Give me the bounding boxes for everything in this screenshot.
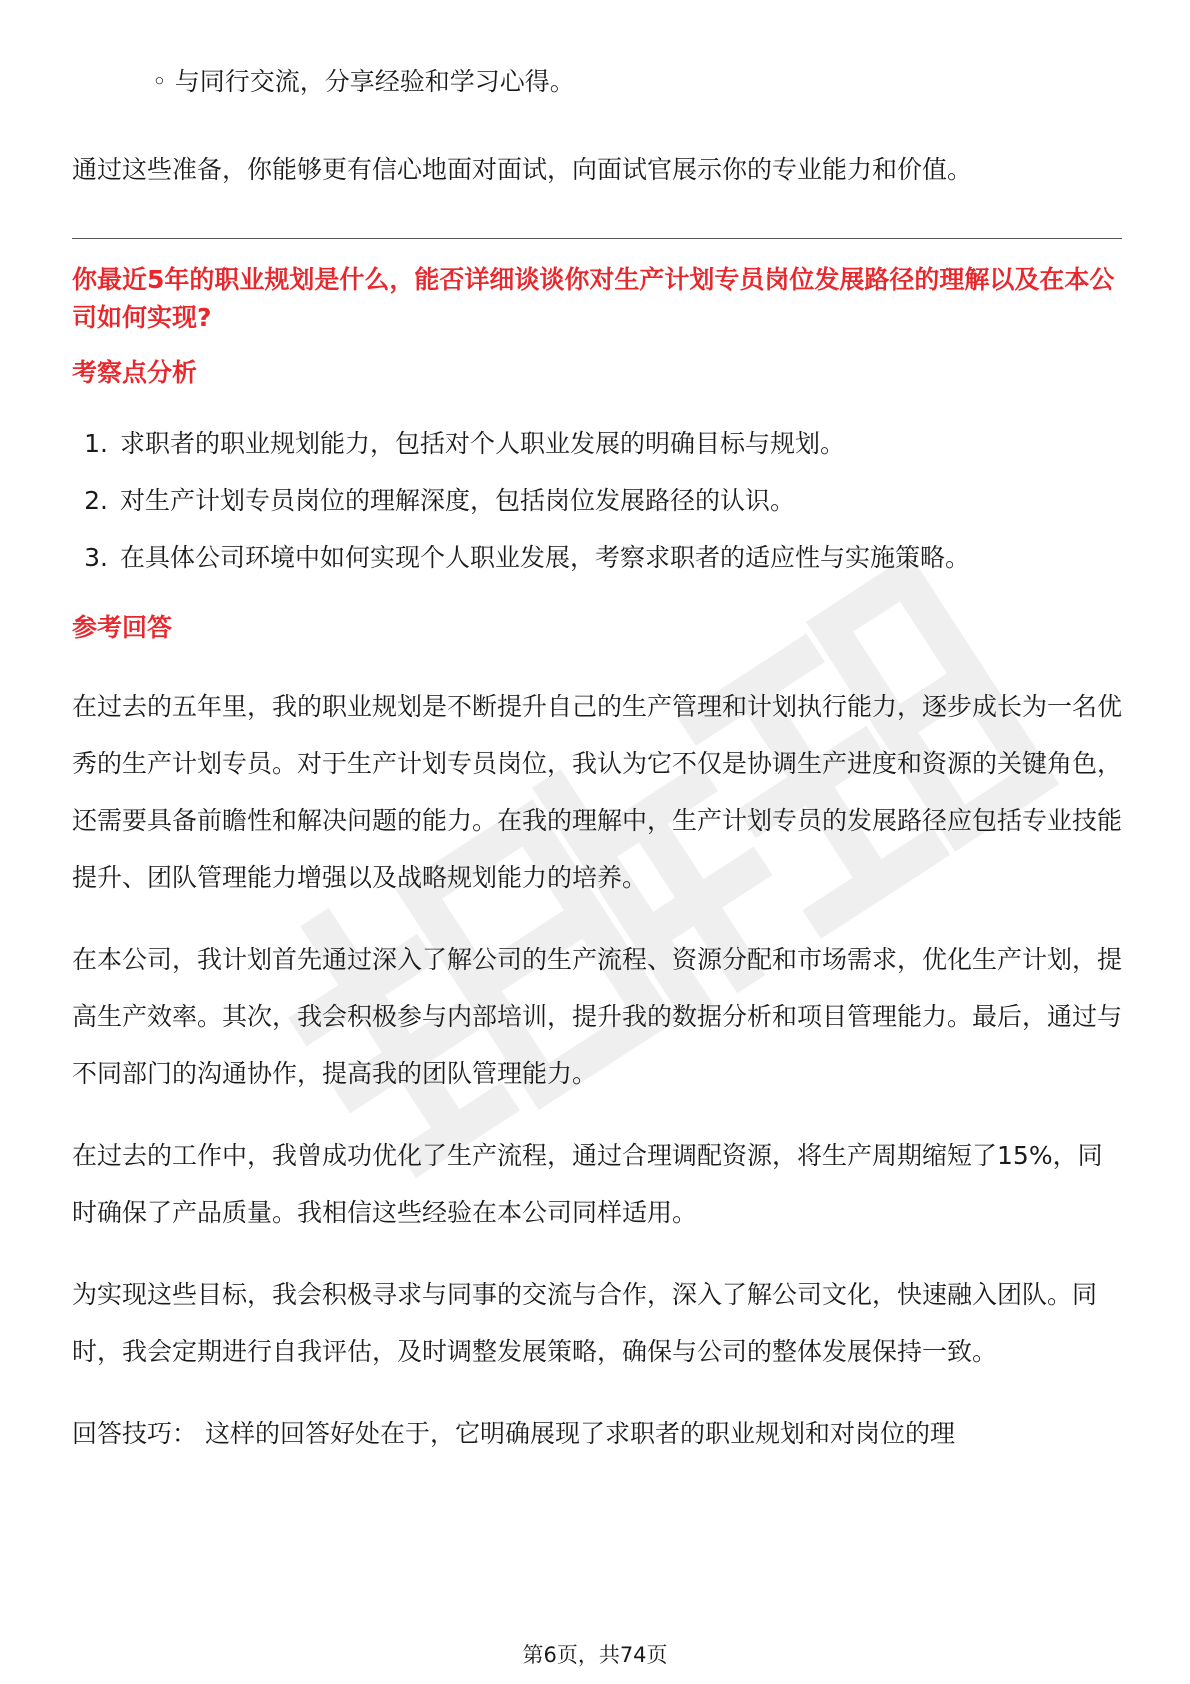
sub-bullet-item: ◦ 与同行交流，分享经验和学习心得。	[152, 67, 575, 96]
answer-paragraph: 在本公司，我计划首先通过深入了解公司的生产流程、资源分配和市场需求，优化生产计划，提高生产效率。其次，我会积极参与内部培训，提升我的数据分析和项目管理能力。最后，通过与不同部门的沟通协作，提高我的团队管理能力。	[72, 945, 1123, 1088]
analysis-item	[72, 529, 1122, 586]
analysis-item-text: 求职者的职业规划能力，包括对个人职业发展的明确目标与规划。	[120, 429, 846, 458]
answer-paragraph: 为实现这些目标，我会积极寻求与同事的交流与合作，深入了解公司文化，快速融入团队。同时，我会定期进行自我评估，及时调整发展策略，确保与公司的整体发展保持一致。	[72, 1280, 1098, 1366]
answer-paragraph: 在过去的工作中，我曾成功优化了生产流程，通过合理调配资源，将生产周期缩短了15%，同时确保了产品质量。我相信这些经验在本公司同样适用。	[72, 1141, 1103, 1227]
list-number: 3.	[84, 543, 108, 572]
question-title: 你最近5年的职业规划是什么，能否详细谈谈你对生产计划专员岗位发展路径的理解以及在本公司如何实现?	[72, 265, 1115, 332]
list-number: 2.	[84, 486, 108, 515]
analysis-list	[72, 415, 1122, 586]
page-content	[72, 56, 1122, 1462]
analysis-item-text: 在具体公司环境中如何实现个人职业发展，考察求职者的适应性与实施策略。	[120, 543, 971, 572]
analysis-item	[72, 472, 1122, 529]
section-divider	[72, 238, 1122, 239]
analysis-item-text: 对生产计划专员岗位的理解深度，包括岗位发展路径的认识。	[120, 486, 796, 515]
analysis-heading: 考察点分析	[72, 358, 198, 387]
analysis-item	[72, 415, 1122, 472]
answer-tip-paragraph: 回答技巧： 这样的回答好处在于，它明确展现了求职者的职业规划和对岗位的理	[72, 1419, 955, 1448]
list-number: 1.	[84, 429, 108, 458]
intro-paragraph: 通过这些准备，你能够更有信心地面对面试，向面试官展示你的专业能力和价值。	[72, 155, 973, 184]
page-number-footer: 第6页，共74页	[522, 1643, 668, 1667]
answer-paragraph: 在过去的五年里，我的职业规划是不断提升自己的生产管理和计划执行能力，逐步成长为一名优秀的生产计划专员。对于生产计划专员岗位，我认为它不仅是协调生产进度和资源的关键角色，还需要具备前瞻性和解决问题的能力。在我的理解中，生产计划专员的发展路径应包括专业技能提升、团队管理能力增强以及战略规划能力的培养。	[72, 692, 1123, 892]
answer-heading: 参考回答	[72, 613, 173, 642]
